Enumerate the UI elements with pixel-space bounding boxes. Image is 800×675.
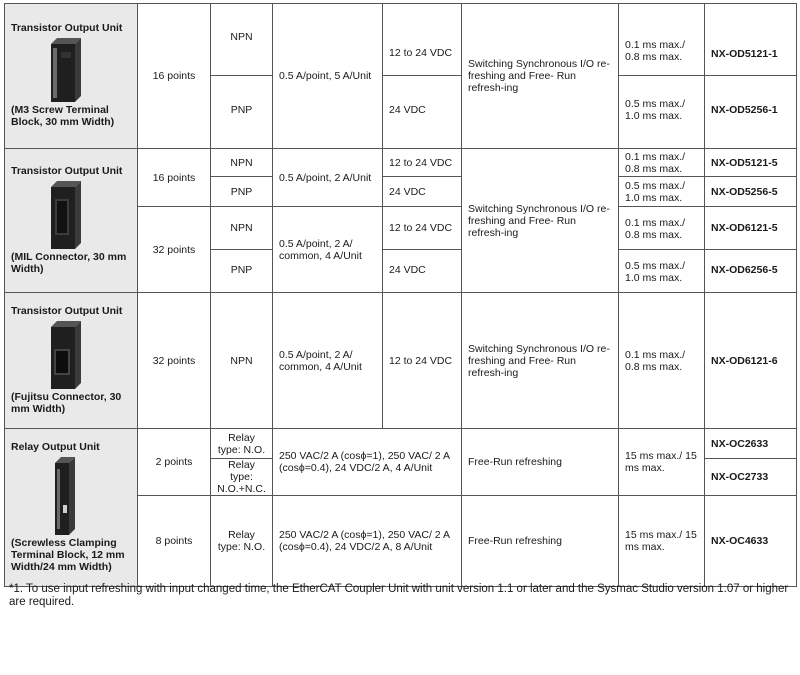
unit-cell <box>5 293 138 429</box>
rating-cell: 250 VAC/2 A (cosϕ=1), 250 VAC/ 2 A (cosϕ=0.4), 24 VDC/2 A, 8 A/Unit <box>273 496 462 587</box>
unit-product-image <box>43 321 83 391</box>
response-time-cell: 15 ms max./ 15 ms max. <box>619 429 705 496</box>
voltage-cell: 12 to 24 VDC <box>383 4 462 76</box>
current-cell: 0.5 A/point, 2 A/ common, 4 A/Unit <box>273 293 383 429</box>
unit-title: Transistor Output Unit <box>11 164 123 177</box>
output-type-cell: NPN <box>211 293 273 429</box>
output-type-cell: NPN <box>211 149 273 177</box>
unit-product-image <box>43 457 79 537</box>
voltage-cell: 24 VDC <box>383 76 462 149</box>
refresh-cell: Switching Synchronous I/O re-freshing and Free- Run refresh-ing <box>462 149 619 293</box>
unit-subtitle: (Fujitsu Connector, 30 mm Width) <box>11 390 122 415</box>
refresh-cell: Free-Run refreshing <box>462 496 619 587</box>
model-cell: NX-OD6121-6 <box>705 293 797 429</box>
points-cell: 16 points <box>138 4 211 149</box>
model-cell: NX-OD5256-5 <box>705 177 797 207</box>
voltage-cell: 12 to 24 VDC <box>383 149 462 177</box>
points-cell: 2 points <box>138 429 211 496</box>
unit-subtitle: (Screwless Clamping Terminal Block, 12 mm Width/24 mm Width) <box>11 536 125 573</box>
response-time-cell: 0.1 ms max./ 0.8 ms max. <box>619 207 705 250</box>
unit-product-image <box>43 181 83 251</box>
table-row <box>5 293 797 429</box>
response-time-cell: 0.1 ms max./ 0.8 ms max. <box>619 4 705 76</box>
current-cell: 0.5 A/point, 2 A/ common, 4 A/Unit <box>273 207 383 293</box>
response-time-cell: 15 ms max./ 15 ms max. <box>619 496 705 587</box>
rating-cell: 250 VAC/2 A (cosϕ=1), 250 VAC/ 2 A (cosϕ=0.4), 24 VDC/2 A, 4 A/Unit <box>273 429 462 496</box>
table-row <box>5 149 797 177</box>
footnote: *1. To use input refreshing with input changed time, the EtherCAT Coupler Unit with unit version 1.1 or later and the Sysmac Studio version 1.07 or higher are required. <box>9 583 789 608</box>
points-cell: 8 points <box>138 496 211 587</box>
relay-type-cell: Relay type: N.O. <box>211 496 273 587</box>
model-cell: NX-OC4633 <box>705 496 797 587</box>
refresh-cell: Switching Synchronous I/O re-freshing and Free- Run refresh-ing <box>462 293 619 429</box>
points-cell: 16 points <box>138 149 211 207</box>
response-time-cell: 0.5 ms max./ 1.0 ms max. <box>619 250 705 293</box>
table-row <box>5 429 797 459</box>
response-time-cell: 0.5 ms max./ 1.0 ms max. <box>619 76 705 149</box>
model-cell: NX-OC2633 <box>705 429 797 459</box>
voltage-cell: 12 to 24 VDC <box>383 293 462 429</box>
model-cell: NX-OD5256-1 <box>705 76 797 149</box>
voltage-cell: 24 VDC <box>383 177 462 207</box>
output-type-cell: PNP <box>211 177 273 207</box>
response-time-cell: 0.1 ms max./ 0.8 ms max. <box>619 293 705 429</box>
relay-type-cell: Relay type: N.O.+N.C. <box>211 459 273 496</box>
unit-subtitle: (MIL Connector, 30 mm Width) <box>11 250 127 275</box>
unit-title: Transistor Output Unit <box>11 304 123 317</box>
unit-cell <box>5 4 138 149</box>
model-cell: NX-OD6256-5 <box>705 250 797 293</box>
voltage-cell: 12 to 24 VDC <box>383 207 462 250</box>
output-unit-spec-table <box>4 3 797 587</box>
model-cell: NX-OC2733 <box>705 459 797 496</box>
output-type-cell: NPN <box>211 207 273 250</box>
current-cell: 0.5 A/point, 2 A/Unit <box>273 149 383 207</box>
unit-product-image <box>43 38 83 104</box>
output-type-cell: PNP <box>211 76 273 149</box>
output-type-cell: PNP <box>211 250 273 293</box>
model-cell: NX-OD6121-5 <box>705 207 797 250</box>
relay-type-cell: Relay type: N.O. <box>211 429 273 459</box>
refresh-cell: Switching Synchronous I/O re-freshing and Free- Run refresh-ing <box>462 4 619 149</box>
model-cell: NX-OD5121-5 <box>705 149 797 177</box>
points-cell: 32 points <box>138 207 211 293</box>
table-row <box>5 4 797 76</box>
current-cell: 0.5 A/point, 5 A/Unit <box>273 4 383 149</box>
refresh-cell: Free-Run refreshing <box>462 429 619 496</box>
unit-title: Relay Output Unit <box>11 440 100 453</box>
voltage-cell: 24 VDC <box>383 250 462 293</box>
points-cell: 32 points <box>138 293 211 429</box>
unit-cell <box>5 149 138 293</box>
unit-title: Transistor Output Unit <box>11 22 123 34</box>
response-time-cell: 0.1 ms max./ 0.8 ms max. <box>619 149 705 177</box>
output-type-cell: NPN <box>211 4 273 76</box>
unit-cell <box>5 429 138 587</box>
model-cell: NX-OD5121-1 <box>705 4 797 76</box>
unit-subtitle: (M3 Screw Terminal Block, 30 mm Width) <box>11 104 115 128</box>
response-time-cell: 0.5 ms max./ 1.0 ms max. <box>619 177 705 207</box>
